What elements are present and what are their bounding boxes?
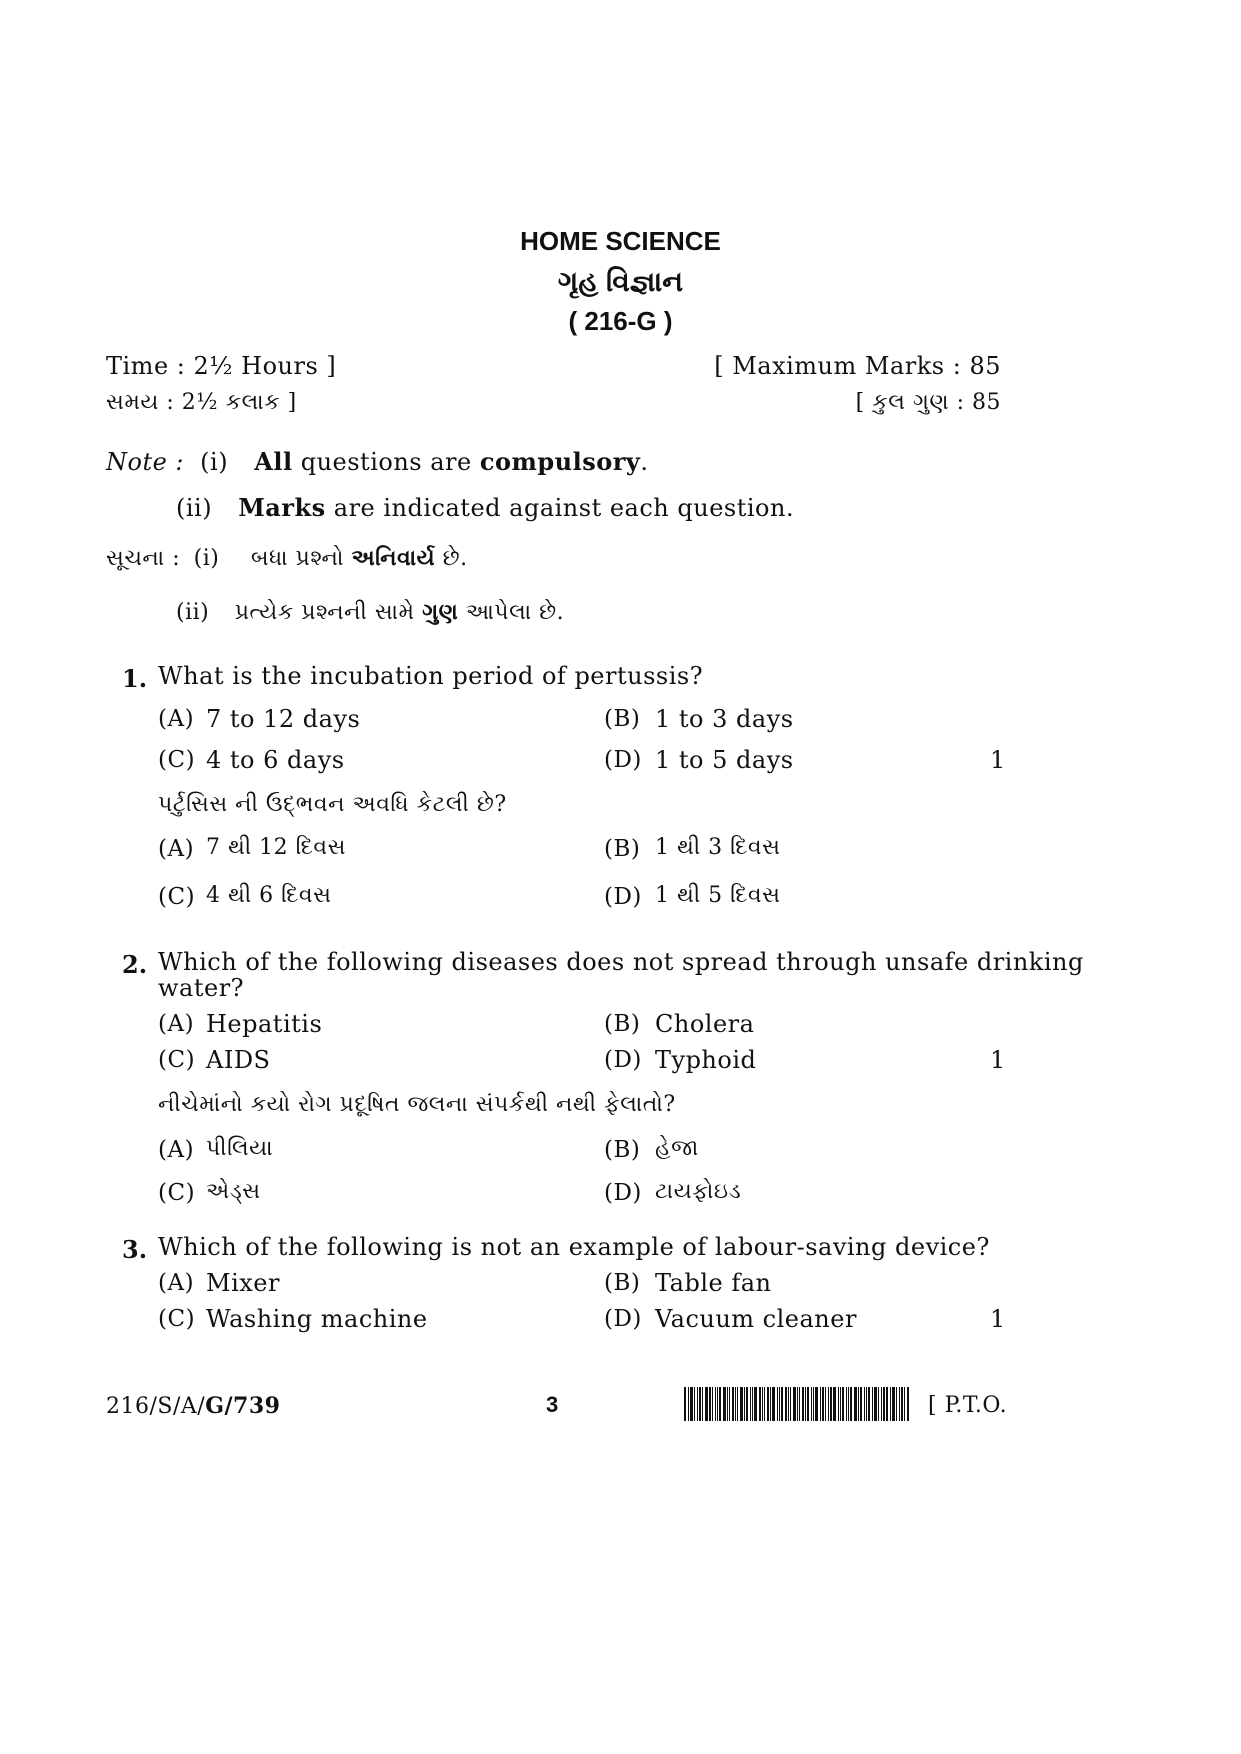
note-gu-label: સૂચના : <box>106 546 181 571</box>
barcode-bar <box>732 1387 734 1421</box>
barcode-bar <box>813 1387 814 1421</box>
barcode-bar <box>712 1387 713 1421</box>
barcode-bar <box>815 1387 818 1421</box>
q1-label-a: (A) <box>158 706 195 732</box>
barcode-bar <box>846 1387 847 1421</box>
barcode-bar <box>762 1387 763 1421</box>
barcode-bar <box>729 1387 730 1421</box>
note-2-marks: Marks <box>238 493 326 522</box>
q3-text: Which of the following is not an example of labour-saving device? <box>158 1233 990 1261</box>
q1-gu-label-d: (D) <box>604 884 642 910</box>
q1-number: 1. <box>122 664 148 693</box>
barcode-bar <box>811 1387 812 1421</box>
barcode-bar <box>727 1387 728 1421</box>
barcode-bar <box>764 1387 765 1421</box>
barcode-bar <box>830 1387 832 1421</box>
barcode-bar <box>750 1387 751 1421</box>
q1-gu-label-b: (B) <box>604 836 641 862</box>
barcode-bar <box>772 1387 775 1421</box>
note-gu-1-b: અનિવાર્ય <box>351 545 436 571</box>
barcode-bar <box>770 1387 771 1421</box>
note-1 <box>106 447 648 476</box>
barcode-bar <box>788 1387 789 1421</box>
q1-gu-label-a: (A) <box>158 836 195 862</box>
barcode-bar <box>694 1387 695 1421</box>
q3-number: 3. <box>122 1235 148 1264</box>
barcode-bar <box>752 1387 753 1421</box>
note-1-all: All <box>254 447 293 476</box>
q2-gu-option-c: એડ્સ <box>206 1179 261 1204</box>
q2-option-c: AIDS <box>206 1046 271 1074</box>
barcode-bar <box>866 1387 867 1421</box>
barcode-bar <box>697 1387 698 1421</box>
barcode-bar <box>840 1387 841 1421</box>
q2-option-d: Typhoid <box>655 1046 757 1074</box>
barcode-bar <box>901 1387 903 1421</box>
barcode-bar <box>746 1387 748 1421</box>
note-1-text: questions are <box>300 448 472 476</box>
barcode-bar <box>886 1387 888 1421</box>
q1-option-d: 1 to 5 days <box>655 746 794 774</box>
q1-option-a: 7 to 12 days <box>206 705 361 733</box>
barcode-bar <box>820 1387 821 1421</box>
q3-marks: 1 <box>990 1305 1006 1333</box>
note-gu-1-c: છે. <box>442 546 468 571</box>
q2-option-b: Cholera <box>655 1010 755 1038</box>
barcode-bar <box>860 1387 862 1421</box>
q2-gu-option-b: હેજા <box>655 1136 699 1161</box>
footer-code-prefix: 216/S/A/ <box>106 1394 206 1419</box>
exam-title-gujarati: ગૃહ વિજ્ઞાન <box>557 266 684 297</box>
barcode-bar <box>690 1387 693 1421</box>
barcode-bar <box>684 1387 686 1421</box>
note-2-num: (ii) <box>176 494 213 522</box>
note-2-text: are indicated against each question. <box>333 494 795 522</box>
q2-label-b: (B) <box>604 1011 641 1037</box>
barcode-bar <box>842 1387 844 1421</box>
q1-option-b: 1 to 3 days <box>655 705 794 733</box>
barcode-bar <box>797 1387 798 1421</box>
barcode-bar <box>825 1387 826 1421</box>
barcode-bar <box>854 1387 857 1421</box>
note-gu-1-a: બધા પ્રશ્નો <box>250 546 344 571</box>
exam-code: ( 216-G ) <box>568 306 673 336</box>
barcode-bar <box>723 1387 726 1421</box>
max-marks-english: [ Maximum Marks : 85 <box>714 352 1001 380</box>
q1-text-gujarati: પર્ટુસિસ ની ઉદ્ભવન અવધિ કેટલી છે? <box>158 792 507 817</box>
q1-gu-option-a: 7 થી 12 દિવસ <box>206 835 346 860</box>
q2-label-d: (D) <box>604 1047 642 1073</box>
barcode-bar <box>881 1387 882 1421</box>
barcode-bar <box>759 1387 761 1421</box>
barcode-bar <box>833 1387 836 1421</box>
q1-text: What is the incubation period of pertussis? <box>158 662 704 690</box>
barcode-bar <box>744 1387 745 1421</box>
note-gu-2-a: પ્રત્યેક પ્રશ્નની સામે <box>234 600 415 625</box>
max-marks-gujarati: [ કુલ ગુણ : 85 <box>855 390 1001 415</box>
q2-gu-label-d: (D) <box>604 1180 642 1206</box>
q2-label-a: (A) <box>158 1011 195 1037</box>
time-english: Time : 2½ Hours ] <box>106 352 337 380</box>
q2-text-gujarati: નીચેમાંનો કયો રોગ પ્રદૂષિત જલના સંપર્કથી નથી ફેલાતો? <box>158 1092 676 1117</box>
barcode-bar <box>790 1387 791 1421</box>
barcode-bar <box>785 1387 787 1421</box>
barcode-bar <box>899 1387 900 1421</box>
barcode-bar <box>737 1387 738 1421</box>
note-gu-2-num: (ii) <box>176 600 210 625</box>
barcode-bar <box>872 1387 873 1421</box>
barcode-bar <box>828 1387 829 1421</box>
q3-option-a: Mixer <box>206 1269 280 1297</box>
note-1-compulsory: compulsory <box>479 447 641 476</box>
q1-label-b: (B) <box>604 706 641 732</box>
barcode-bar <box>907 1387 909 1421</box>
barcode-bar <box>904 1387 905 1421</box>
footer-paper-code <box>106 1393 280 1419</box>
pto-label: [ P.T.O. <box>928 1393 1008 1418</box>
note-gu-1-num: (i) <box>193 546 220 571</box>
barcode-bar <box>799 1387 800 1421</box>
q3-label-d: (D) <box>604 1306 642 1332</box>
q1-gu-label-c: (C) <box>158 884 196 910</box>
barcode-bar <box>754 1387 757 1421</box>
q2-gu-label-b: (B) <box>604 1137 641 1163</box>
barcode-bar <box>781 1387 783 1421</box>
barcode-bar <box>874 1387 877 1421</box>
note-gu-2-b: ગુણ <box>422 599 459 625</box>
barcode-bar <box>719 1387 721 1421</box>
q2-marks: 1 <box>990 1046 1006 1074</box>
barcode-bar <box>709 1387 711 1421</box>
q3-option-b: Table fan <box>655 1269 772 1297</box>
q2-text-line1: Which of the following diseases does not spread through unsafe drinking <box>158 948 1084 976</box>
q2-gu-option-d: ટાયફોઇડ <box>655 1179 742 1204</box>
barcode-bar <box>805 1387 806 1421</box>
q2-gu-option-a: પીલિયા <box>206 1136 274 1161</box>
barcode-icon <box>684 1387 916 1421</box>
note-gu-2-c: આપેલા છે. <box>465 600 565 625</box>
footer-code-bold: G/739 <box>205 1393 281 1419</box>
q2-text-line2: water? <box>158 974 245 1002</box>
q2-gu-label-a: (A) <box>158 1137 195 1163</box>
barcode-bar <box>699 1387 701 1421</box>
exam-title: HOME SCIENCE <box>520 226 721 256</box>
barcode-bar <box>802 1387 804 1421</box>
q2-number: 2. <box>122 950 148 979</box>
barcode-bar <box>735 1387 736 1421</box>
note-2 <box>176 493 794 522</box>
barcode-bar <box>878 1387 879 1421</box>
q3-label-b: (B) <box>604 1270 641 1296</box>
barcode-bar <box>892 1387 895 1421</box>
barcode-bar <box>705 1387 708 1421</box>
barcode-bar <box>807 1387 809 1421</box>
q3-option-d: Vacuum cleaner <box>655 1305 857 1333</box>
barcode-bar <box>890 1387 891 1421</box>
page-number: 3 <box>546 1392 559 1417</box>
q3-option-c: Washing machine <box>206 1305 428 1333</box>
note-1-num: (i) <box>200 448 229 476</box>
barcode-bar <box>883 1387 885 1421</box>
q1-gu-option-b: 1 થી 3 દિવસ <box>655 835 781 860</box>
q1-label-c: (C) <box>158 747 196 773</box>
barcode-bar <box>838 1387 839 1421</box>
q2-gu-label-c: (C) <box>158 1180 196 1206</box>
q1-gu-option-c: 4 થી 6 દિવસ <box>206 883 332 908</box>
barcode-bar <box>868 1387 870 1421</box>
barcode-bar <box>864 1387 865 1421</box>
barcode-bar <box>848 1387 849 1421</box>
barcode-bar <box>822 1387 824 1421</box>
barcode-bar <box>715 1387 716 1421</box>
note-gu-2 <box>176 599 564 625</box>
note-1-period: . <box>640 448 649 476</box>
barcode-bar <box>740 1387 743 1421</box>
q3-label-c: (C) <box>158 1306 196 1332</box>
q2-label-c: (C) <box>158 1047 196 1073</box>
q1-marks: 1 <box>990 746 1006 774</box>
q1-gu-option-d: 1 થી 5 દિવસ <box>655 883 781 908</box>
barcode-bar <box>767 1387 769 1421</box>
note-label: Note : <box>106 448 185 476</box>
barcode-bar <box>779 1387 780 1421</box>
time-gujarati: સમય : 2½ કલાક ] <box>106 390 297 415</box>
q2-option-a: Hepatitis <box>206 1010 323 1038</box>
barcode-bar <box>777 1387 778 1421</box>
barcode-bar <box>717 1387 718 1421</box>
barcode-bar <box>850 1387 852 1421</box>
q1-option-c: 4 to 6 days <box>206 746 345 774</box>
barcode-bar <box>858 1387 859 1421</box>
note-gu-1 <box>106 545 468 571</box>
barcode-bar <box>702 1387 703 1421</box>
q3-label-a: (A) <box>158 1270 195 1296</box>
barcode-bar <box>793 1387 796 1421</box>
barcode-bar <box>896 1387 897 1421</box>
q1-label-d: (D) <box>604 747 642 773</box>
barcode-bar <box>688 1387 689 1421</box>
